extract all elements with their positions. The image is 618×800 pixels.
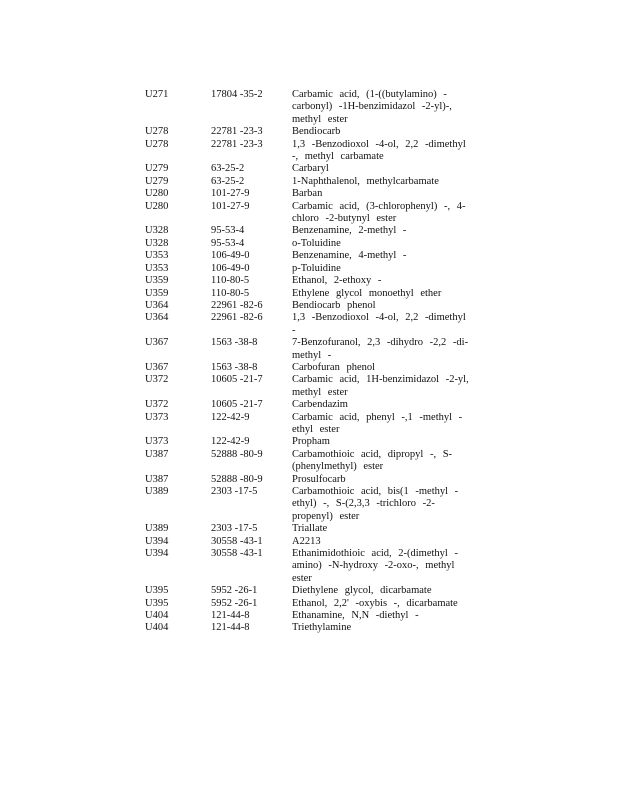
chemical-name: Ethanol, 2-ethoxy - — [292, 275, 382, 287]
cas-number: 5952 -26-1 — [211, 585, 258, 597]
waste-code: U279 — [145, 175, 169, 187]
chemical-name: 1-Naphthalenol, methylcarbamate — [292, 175, 439, 187]
waste-code: U278 — [145, 138, 169, 150]
table-row — [145, 238, 485, 250]
chemical-name: Bendiocarb — [292, 126, 341, 138]
table-row — [145, 176, 485, 188]
waste-code: U328 — [145, 237, 169, 249]
cas-number: 22781 -23-3 — [211, 138, 263, 150]
cas-number: 1563 -38-8 — [211, 361, 258, 373]
table-row — [145, 610, 485, 622]
cas-number: 52888 -80-9 — [211, 448, 263, 460]
table-row — [145, 548, 485, 585]
cas-number: 2303 -17-5 — [211, 523, 258, 535]
waste-code: U404 — [145, 610, 169, 622]
waste-code: U372 — [145, 399, 169, 411]
waste-code: U394 — [145, 548, 169, 560]
table-row — [145, 288, 485, 300]
table-row — [145, 201, 485, 226]
chemical-name: Barban — [292, 188, 323, 200]
waste-code: U395 — [145, 585, 169, 597]
table-row — [145, 362, 485, 374]
table-row — [145, 585, 485, 597]
cas-number: 30558 -43-1 — [211, 535, 263, 547]
waste-code-table — [145, 89, 485, 635]
chemical-name: Carbamic acid, (3-chlorophenyl) -, 4-chloro -2-butynyl ester — [292, 200, 466, 225]
cas-number: 22961 -82-6 — [211, 312, 263, 324]
cas-number: 22781 -23-3 — [211, 126, 263, 138]
table-row — [145, 474, 485, 486]
cas-number: 95-53-4 — [211, 225, 245, 237]
cas-number: 101-27-9 — [211, 188, 250, 200]
chemical-name: Ethylene glycol monoethyl ether — [292, 287, 442, 299]
table-row — [145, 163, 485, 175]
table-row — [145, 250, 485, 262]
chemical-name: Ethanamine, N,N -diethyl - — [292, 610, 419, 622]
chemical-name: 1,3 -Benzodioxol -4-ol, 2,2 -dimethyl - — [292, 312, 466, 336]
cas-number: 121-44-8 — [211, 622, 250, 634]
table-row — [145, 622, 485, 634]
table-row — [145, 126, 485, 138]
waste-code: U373 — [145, 411, 169, 423]
waste-code: U353 — [145, 262, 169, 274]
table-row — [145, 374, 485, 399]
chemical-name: Carbamic acid, 1H-benzimidazol -2-yl, methyl ester — [292, 374, 469, 398]
cas-number: 52888 -80-9 — [211, 473, 263, 485]
table-row — [145, 436, 485, 448]
chemical-name: 1,3 -Benzodioxol -4-ol, 2,2 -dimethyl -, methyl carbamate — [292, 138, 466, 163]
chemical-name: A2213 — [292, 535, 321, 547]
table-row — [145, 139, 485, 164]
waste-code: U278 — [145, 126, 169, 138]
cas-number: 106-49-0 — [211, 250, 250, 262]
waste-code: U280 — [145, 200, 169, 212]
chemical-name: Prosulfocarb — [292, 473, 346, 485]
chemical-name: Benzenamine, 2-methyl - — [292, 225, 407, 237]
cas-number: 2303 -17-5 — [211, 486, 258, 497]
chemical-name: Carbendazim — [292, 399, 348, 411]
cas-number: 63-25-2 — [211, 175, 245, 187]
cas-number: 106-49-0 — [211, 262, 250, 274]
table-row — [145, 399, 485, 411]
waste-code: U395 — [145, 597, 169, 609]
waste-code: U372 — [145, 374, 169, 386]
table-row — [145, 275, 485, 287]
chemical-name: Propham — [292, 436, 330, 448]
table-row — [145, 89, 485, 126]
waste-code: U387 — [145, 448, 169, 460]
cas-number: 1563 -38-8 — [211, 337, 258, 349]
cas-number: 17804 -35-2 — [211, 89, 263, 100]
cas-number: 5952 -26-1 — [211, 597, 258, 609]
table-row — [145, 312, 485, 337]
waste-code: U279 — [145, 163, 169, 175]
chemical-name: Triallate — [292, 523, 328, 535]
chemical-name: 7-Benzofuranol, 2,3 -dihydro -2,2 -di-methyl - — [292, 337, 469, 361]
waste-code: U353 — [145, 250, 169, 262]
waste-code: U394 — [145, 535, 169, 547]
waste-code: U364 — [145, 312, 169, 324]
table-row — [145, 188, 485, 200]
waste-code: U364 — [145, 299, 169, 311]
cas-number: 30558 -43-1 — [211, 548, 263, 560]
waste-code: U328 — [145, 225, 169, 237]
table-row — [145, 300, 485, 312]
chemical-name: o-Toluidine — [292, 237, 341, 249]
waste-code: U404 — [145, 622, 169, 634]
cas-number: 63-25-2 — [211, 163, 245, 175]
chemical-name: Triethylamine — [292, 622, 352, 634]
waste-code: U389 — [145, 523, 169, 535]
cas-number: 95-53-4 — [211, 237, 245, 249]
chemical-name: Diethylene glycol, dicarbamate — [292, 585, 432, 597]
chemical-name: Carbamothioic acid, bis(1 -methyl -ethyl) -, S-(2,3,3 -trichloro -2-propenyl) ester — [292, 486, 459, 522]
chemical-name: Ethanol, 2,2' -oxybis -, dicarbamate — [292, 597, 458, 609]
table-row — [145, 449, 485, 474]
waste-code: U387 — [145, 473, 169, 485]
table-row — [145, 536, 485, 548]
chemical-name: Carbaryl — [292, 163, 329, 175]
waste-code: U367 — [145, 337, 169, 349]
table-row — [145, 598, 485, 610]
cas-number: 110-80-5 — [211, 287, 250, 299]
waste-code: U367 — [145, 361, 169, 373]
waste-code: U389 — [145, 486, 169, 497]
chemical-name: Carbamic acid, (1-((butylamino) -carbonyl) -1H-benzimidazol -2-yl)-, methyl ester — [292, 89, 452, 125]
cas-number: 110-80-5 — [211, 275, 250, 287]
waste-code: U359 — [145, 287, 169, 299]
chemical-name: Carbofuran phenol — [292, 361, 376, 373]
cas-number: 122-42-9 — [211, 411, 250, 423]
table-row — [145, 225, 485, 237]
chemical-name: Ethanimidothioic acid, 2-(dimethyl -amino) -N-hydroxy -2-oxo-, methyl ester — [292, 548, 458, 584]
waste-code: U359 — [145, 275, 169, 287]
cas-number: 10605 -21-7 — [211, 399, 263, 411]
chemical-name: p-Toluidine — [292, 262, 341, 274]
waste-code: U271 — [145, 89, 169, 100]
waste-code: U280 — [145, 188, 169, 200]
table-row — [145, 263, 485, 275]
table-row — [145, 412, 485, 437]
table-row — [145, 523, 485, 535]
waste-code: U373 — [145, 436, 169, 448]
chemical-name: Carbamothioic acid, dipropyl -, S-(phenylmethyl) ester — [292, 448, 453, 473]
chemical-name: Benzenamine, 4-methyl - — [292, 250, 407, 262]
table-row — [145, 486, 485, 523]
cas-number: 22961 -82-6 — [211, 299, 263, 311]
cas-number: 10605 -21-7 — [211, 374, 263, 386]
cas-number: 121-44-8 — [211, 610, 250, 622]
cas-number: 101-27-9 — [211, 200, 250, 212]
cas-number: 122-42-9 — [211, 436, 250, 448]
table-row — [145, 337, 485, 362]
chemical-name: Bendiocarb phenol — [292, 299, 376, 311]
chemical-name: Carbamic acid, phenyl -,1 -methyl -ethyl ester — [292, 411, 463, 435]
